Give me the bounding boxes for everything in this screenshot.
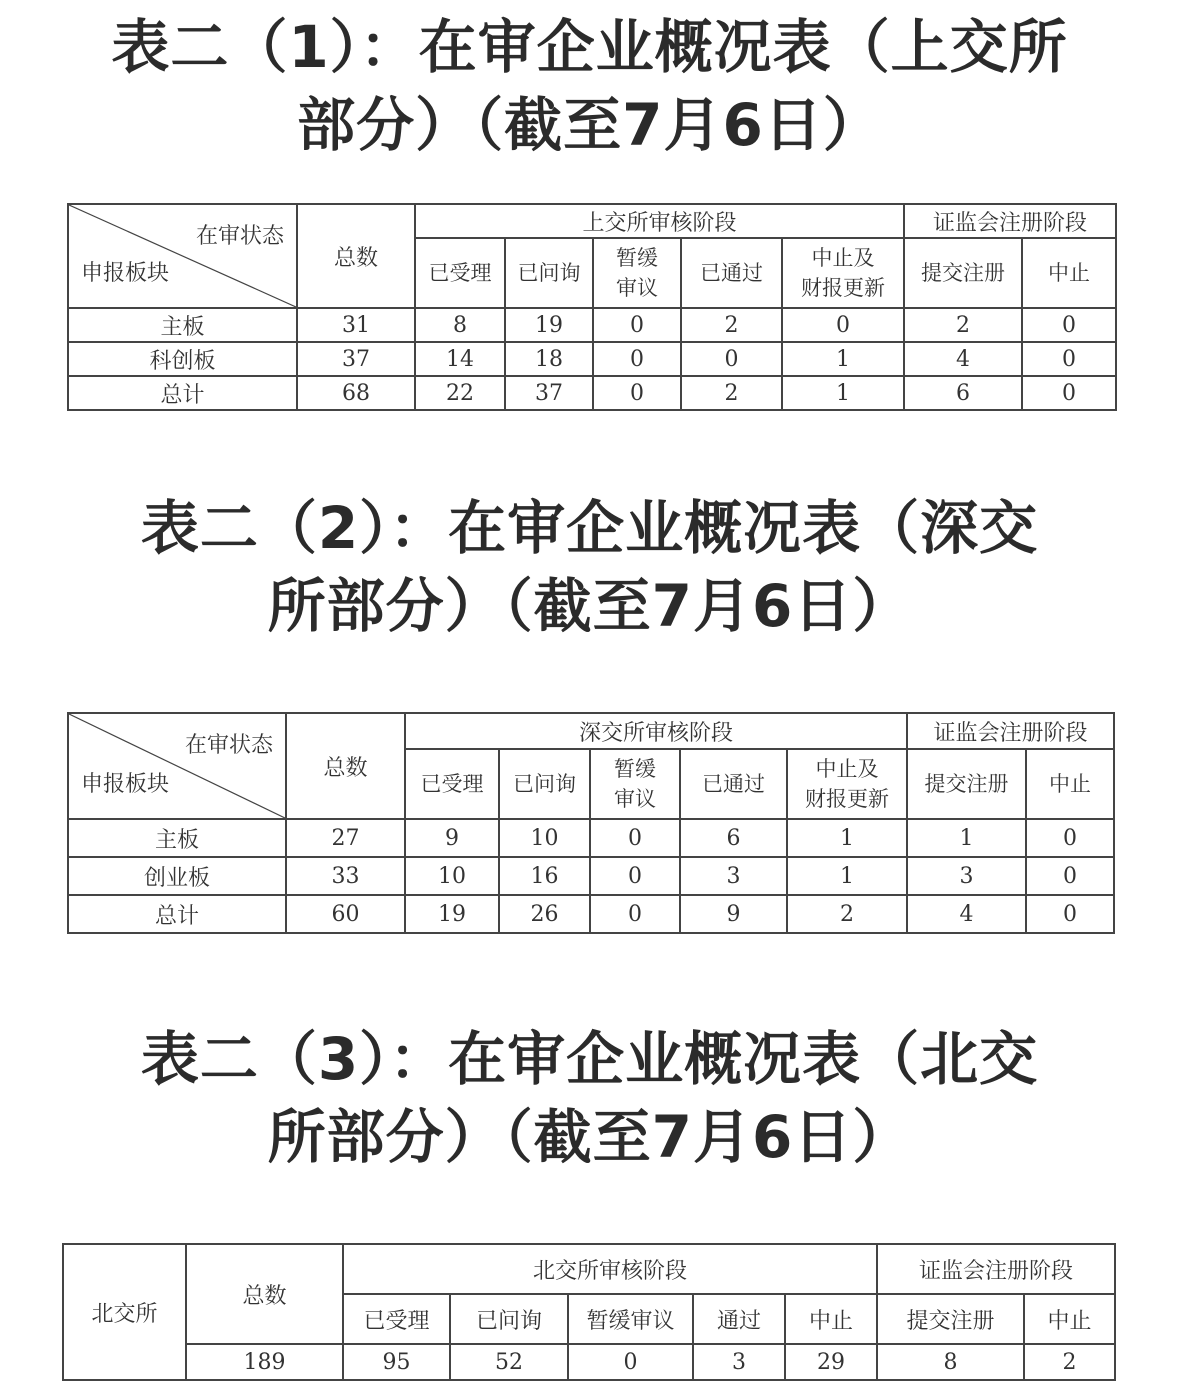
value-cell: 2 [681,308,782,342]
table1-corner-header [68,204,297,308]
col-header: 已问询 [499,749,590,819]
board-cell: 总计 [68,376,297,410]
total-header: 总数 [297,204,415,308]
table-row [68,895,1114,933]
value-cell: 9 [405,819,499,857]
total-cell: 37 [297,342,415,376]
value-cell: 4 [904,342,1022,376]
value-cell: 0 [1026,819,1114,857]
board-cell: 科创板 [68,342,297,376]
col-header: 中止 [1024,1294,1115,1344]
value-cell: 0 [1022,342,1116,376]
table3-title-line1: 表二（3）：在审企业概况表（北交 [140,1025,1039,1093]
table2 [67,712,1115,934]
col-header: 已受理 [415,238,505,308]
value-cell: 1 [782,342,904,376]
table-row [68,857,1114,895]
value-cell: 0 [1022,308,1116,342]
total-cell: 189 [186,1344,343,1380]
value-cell: 9 [680,895,787,933]
value-cell: 10 [499,819,590,857]
col-header: 提交注册 [907,749,1026,819]
value-cell: 1 [787,819,907,857]
value-cell: 1 [782,376,904,410]
table-row [68,308,1116,342]
board-cell: 主板 [68,819,286,857]
value-cell: 2 [1024,1344,1115,1380]
table-row [68,376,1116,410]
value-cell: 6 [680,819,787,857]
board-label: 申报板块 [81,772,170,797]
value-cell: 0 [1022,376,1116,410]
value-cell: 3 [680,857,787,895]
table2-title-line1: 表二（2）：在审企业概况表（深交 [140,494,1039,562]
value-cell: 2 [904,308,1022,342]
col-header: 已问询 [450,1294,568,1344]
value-cell: 0 [1026,895,1114,933]
value-cell: 14 [415,342,505,376]
table1-title [0,8,1179,164]
value-cell: 8 [415,308,505,342]
value-cell: 10 [405,857,499,895]
value-cell: 0 [1026,857,1114,895]
col-header: 暂缓审议 [568,1294,693,1344]
col-header: 提交注册 [877,1294,1024,1344]
csrc-stage-header: 证监会注册阶段 [907,713,1114,749]
table1-title-line2: 部分）（截至7月6日） [297,91,882,159]
value-cell: 0 [590,857,680,895]
board-cell: 总计 [68,895,286,933]
value-cell: 26 [499,895,590,933]
value-cell: 8 [877,1344,1024,1380]
table2-title [0,489,1179,645]
value-cell: 37 [505,376,593,410]
value-cell: 6 [904,376,1022,410]
value-cell: 95 [343,1344,450,1380]
exchange-stage-header: 深交所审核阶段 [405,713,907,749]
table3-title [0,1020,1179,1176]
col-header: 提交注册 [904,238,1022,308]
value-cell: 2 [681,376,782,410]
table-row [63,1344,1115,1380]
exchange-stage-header: 上交所审核阶段 [415,204,904,238]
total-header: 总数 [186,1244,343,1344]
table-row [68,819,1114,857]
col-header: 暂缓 审议 [593,238,681,308]
board-label: 申报板块 [81,261,170,286]
value-cell: 19 [505,308,593,342]
value-cell: 3 [693,1344,785,1380]
csrc-stage-header: 证监会注册阶段 [877,1244,1115,1294]
value-cell: 1 [787,857,907,895]
table1 [67,203,1117,411]
value-cell: 18 [505,342,593,376]
col-header: 已通过 [681,238,782,308]
col-header: 暂缓 审议 [590,749,680,819]
value-cell: 3 [907,857,1026,895]
table3-title-line2: 所部分）（截至7月6日） [267,1103,912,1171]
value-cell: 0 [568,1344,693,1380]
value-cell: 0 [782,308,904,342]
table-row [68,342,1116,376]
value-cell: 2 [787,895,907,933]
col-header: 中止 [1026,749,1114,819]
total-cell: 33 [286,857,405,895]
board-cell: 主板 [68,308,297,342]
status-label: 在审状态 [184,733,273,758]
value-cell: 0 [590,895,680,933]
total-cell: 27 [286,819,405,857]
col-header: 已问询 [505,238,593,308]
value-cell: 19 [405,895,499,933]
value-cell: 22 [415,376,505,410]
value-cell: 16 [499,857,590,895]
table3 [62,1243,1116,1381]
board-cell: 创业板 [68,857,286,895]
total-cell: 68 [297,376,415,410]
value-cell: 0 [681,342,782,376]
total-cell: 31 [297,308,415,342]
value-cell: 4 [907,895,1026,933]
table1-title-line1: 表二（1）：在审企业概况表（上交所 [111,13,1068,81]
value-cell: 1 [907,819,1026,857]
col-header: 通过 [693,1294,785,1344]
col-header: 中止 [785,1294,877,1344]
value-cell: 0 [593,308,681,342]
value-cell: 0 [593,376,681,410]
col-header: 已受理 [343,1294,450,1344]
table2-title-line2: 所部分）（截至7月6日） [267,572,912,640]
value-cell: 52 [450,1344,568,1380]
col-header: 中止及 财报更新 [787,749,907,819]
col-header: 中止及 财报更新 [782,238,904,308]
total-cell: 60 [286,895,405,933]
status-label: 在审状态 [195,224,284,249]
total-header: 总数 [286,713,405,819]
table2-corner-header [68,713,286,819]
exchange-label: 北交所 [63,1244,186,1380]
exchange-stage-header: 北交所审核阶段 [343,1244,877,1294]
value-cell: 0 [590,819,680,857]
col-header: 已通过 [680,749,787,819]
col-header: 中止 [1022,238,1116,308]
value-cell: 0 [593,342,681,376]
value-cell: 29 [785,1344,877,1380]
col-header: 已受理 [405,749,499,819]
csrc-stage-header: 证监会注册阶段 [904,204,1116,238]
